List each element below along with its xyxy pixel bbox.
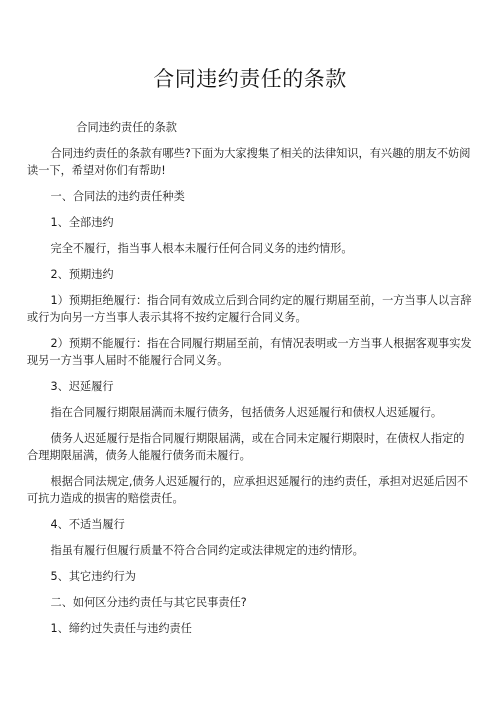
item-total-breach: 1、全部违约 — [50, 216, 114, 229]
paragraph-anticipatory-inability: 2）预期不能履行：指在合同履行期届至前，有情况表明或一方当事人根据客观事实发现另一方当事人届时不能履行合同义务。 — [27, 337, 472, 367]
paragraph-delayed-definition: 指在合同履行期限届满而未履行债务，包括债务人迟延履行和债权人迟延履行。 — [50, 406, 443, 419]
heading-distinguish-liability: 二、如何区分违约责任与其它民事责任? — [50, 596, 247, 609]
paragraph-anticipatory-refusal: 1）预期拒绝履行：指合同有效成立后到合同约定的履行期届至前，一方当事人以言辞或行为向另一方当事人表示其将不按约定履行合同义务。 — [27, 294, 472, 324]
paragraph-improper-performance: 指虽有履行但履行质量不符合合同约定或法律规定的违约情形。 — [50, 544, 364, 557]
section-heading: 合同违约责任的条款 — [76, 121, 177, 134]
document-body — [27, 119, 475, 637]
item-other-breach: 5、其它违约行为 — [50, 570, 136, 583]
paragraph-debtor-delay: 债务人迟延履行是指合同履行期限届满，或在合同未定履行期限时，在债权人指定的合理期限届满，债务人能履行债务而未履行。 — [27, 432, 465, 462]
paragraph-delay-liability: 根据合同法规定,债务人迟延履行的，应承担迟延履行的违约责任，承担对迟延后因不可抗力造成的损害的赔偿责任。 — [27, 475, 469, 505]
intro-paragraph: 合同违约责任的条款有哪些?下面为大家搜集了相关的法律知识，有兴趣的朋友不妨阅读一下，希望对你们有帮助! — [27, 147, 471, 177]
heading-violation-types: 一、合同法的违约责任种类 — [50, 190, 185, 203]
item-improper-performance: 4、不适当履行 — [50, 518, 125, 531]
paragraph-total-breach: 完全不履行，指当事人根本未履行任何合同义务的违约情形。 — [50, 242, 353, 255]
item-anticipatory-breach: 2、预期违约 — [50, 268, 114, 281]
item-delayed-performance: 3、迟延履行 — [50, 380, 114, 393]
document-title: 合同违约责任的条款 — [153, 67, 347, 91]
item-culpa-in-contrahendo: 1、缔约过失责任与违约责任 — [50, 622, 192, 635]
